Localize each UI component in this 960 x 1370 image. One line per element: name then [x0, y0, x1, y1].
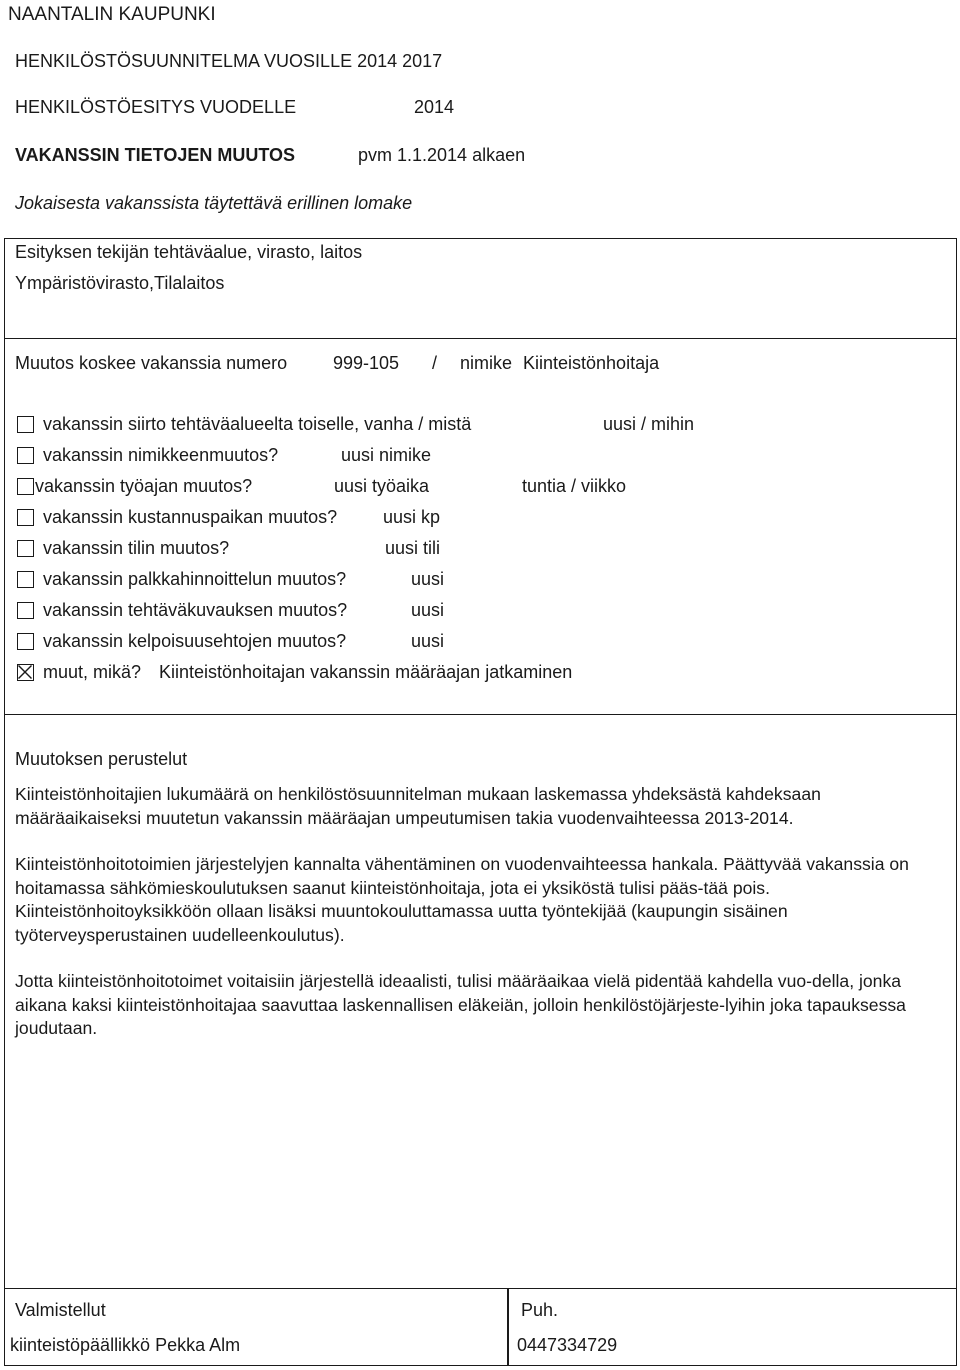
checkbox-job-description[interactable] [17, 602, 34, 619]
proposal-label: HENKILÖSTÖESITYS VUODELLE [15, 97, 297, 117]
option-label: vakanssin tehtäväkuvauksen muutos? [43, 600, 348, 620]
checkbox-title-change[interactable] [17, 447, 34, 464]
option-label: vakanssin kustannuspaikan muutos? [43, 507, 338, 527]
prepared-by-label: Valmistellut [15, 1300, 106, 1320]
checkbox-transfer[interactable] [17, 416, 34, 433]
option-label: vakanssin palkkahinnoittelun muutos? [43, 569, 347, 589]
prepared-by-value: kiinteistöpäällikkö Pekka Alm [10, 1335, 241, 1355]
presenter-label: Esityksen tekijän tehtäväalue, virasto, laitos [15, 242, 363, 262]
option-label: muut, mikä? [43, 662, 142, 682]
phone-value: 0447334729 [517, 1335, 618, 1355]
checkbox-qualifications[interactable] [17, 633, 34, 650]
phone-label: Puh. [521, 1300, 559, 1320]
checkbox-account[interactable] [17, 540, 34, 557]
checkbox-working-hours[interactable] [17, 478, 34, 495]
vacancy-number: 999-105 [333, 353, 400, 373]
option-extra-unit: tuntia / viikko [522, 476, 627, 496]
justification-label: Muutoksen perustelut [15, 749, 188, 769]
option-extra: uusi [411, 631, 445, 651]
vacancy-number-label: Muutos koskee vakanssia numero [15, 353, 288, 373]
option-extra: Kiinteistönhoitajan vakanssin määräajan jatkaminen [159, 662, 573, 682]
presenter-value: Ympäristövirasto,Tilalaitos [15, 273, 225, 293]
vacancy-title-label: nimike [460, 353, 513, 373]
footer-divider [507, 1288, 509, 1366]
city-name: NAANTALIN KAUPUNKI [8, 4, 216, 25]
checkbox-cost-center[interactable] [17, 509, 34, 526]
change-title: VAKANSSIN TIETOJEN MUUTOS [15, 145, 296, 165]
justification-paragraph-1: Kiinteistönhoitajien lukumäärä on henkilöstösuunnitelman mukaan laskemassa yhdeksästä kahdeksaan määräaikaiseksi muutetun vakanssin määräajan umpeutumisen takia vuodenvaihteessa 2013-2014. [15, 784, 821, 828]
separator: / [432, 353, 438, 373]
option-extra: uusi tili [385, 538, 441, 558]
proposal-year: 2014 [414, 97, 455, 117]
option-extra: uusi kp [383, 507, 441, 527]
option-label: vakanssin siirto tehtäväalueelta toiselle, vanha / mistä [43, 414, 472, 434]
vacancy-title-value: Kiinteistönhoitaja [523, 353, 660, 373]
option-label: vakanssin työajan muutos? [35, 476, 253, 496]
option-extra: uusi / mihin [603, 414, 695, 434]
effective-date: pvm 1.1.2014 alkaen [358, 145, 526, 165]
option-extra: uusi [411, 569, 445, 589]
option-label: vakanssin nimikkeenmuutos? [43, 445, 279, 465]
option-label: vakanssin kelpoisuusehtojen muutos? [43, 631, 347, 651]
instruction-text: Jokaisesta vakanssista täytettävä erillinen lomake [15, 193, 413, 213]
plan-title: HENKILÖSTÖSUUNNITELMA VUOSILLE 2014 2017 [15, 51, 443, 71]
option-label: vakanssin tilin muutos? [43, 538, 230, 558]
option-extra: uusi työaika [334, 476, 430, 496]
checkbox-other-checked[interactable] [17, 664, 34, 681]
option-extra: uusi nimike [341, 445, 432, 465]
justification-paragraph-3: Jotta kiinteistönhoitotoimet voitaisiin järjestellä ideaalisti, tulisi määräaikaa vielä pidentää kahdella vuo-della, jonka aikana kaksi kiinteistönhoitajaa saavuttaa laskennallisen eläkeiän, jolloin henkilöstöjärjeste-lyihin joka tapauksessa joudutaan. [15, 971, 906, 1038]
checkbox-pay-grade[interactable] [17, 571, 34, 588]
option-extra: uusi [411, 600, 445, 620]
justification-paragraph-2: Kiinteistönhoitotoimien järjestelyjen kannalta vähentäminen on vuodenvaihteessa hankala. Päättyvää vakanssia on hoitamassa sähkömieskoulutuksen saanut kiinteistönhoitaja, jota ei yksiköstä tulisi pääs-tää pois. Kiinteistönhoitoyksikköön ollaan lisäksi muuntokouluttamassa uutta työntekijää (kaupungin sisäinen työterveysperustainen uudelleenkoulutus). [15, 854, 909, 945]
checkmark-x-icon [18, 665, 32, 679]
